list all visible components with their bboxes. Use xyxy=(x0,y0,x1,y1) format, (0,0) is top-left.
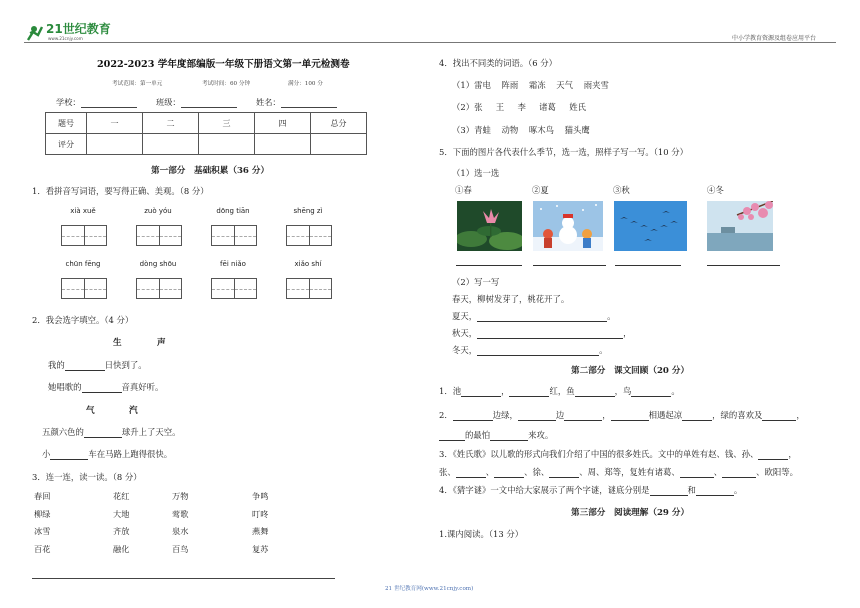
season-option: ②夏 xyxy=(532,185,549,195)
write-line: 夏天， 。 xyxy=(452,311,616,321)
svg-text:21世纪教育: 21世纪教育 xyxy=(46,22,111,36)
match-word[interactable]: 花红 xyxy=(113,491,130,501)
spring-blossom-image xyxy=(707,201,773,251)
write-blank[interactable] xyxy=(477,312,607,322)
match-word[interactable]: 融化 xyxy=(113,544,130,554)
write-line: 秋天， ， xyxy=(452,328,632,338)
pinyin: chūn fēng xyxy=(65,260,101,268)
recall-line: 1．池 ， 红，鱼 ，鸟 。 xyxy=(439,386,680,396)
recall-line: 的最怕 来攻。 xyxy=(439,429,553,441)
score-cell[interactable] xyxy=(255,134,311,155)
fill-blank[interactable] xyxy=(65,361,105,371)
recall-line: 张、 、 、徐、 、周、郑等，复姓有诸葛、 、 、欧阳等。 xyxy=(439,467,798,477)
part3-heading: 第三部分 阅读理解（29 分） xyxy=(571,508,690,518)
page-footer: 21 世纪教育网(www.21cnjy.com) xyxy=(385,586,474,592)
recall-line: 4．《猜字谜》一文中给大家展示了两个字谜，谜底分别是 和 。 xyxy=(439,485,743,495)
recall-line: 2． 边绿， 边 ， 相遇起凉 ，绿的喜欢及 ， xyxy=(439,410,805,420)
header-divider xyxy=(24,42,836,43)
writing-grid[interactable] xyxy=(211,225,257,246)
exam-scope: 考试范围：第一单元 xyxy=(112,81,163,87)
part2-heading: 第二部分 课文回顾（20 分） xyxy=(571,366,690,376)
match-word[interactable]: 冰雪 xyxy=(34,526,51,536)
char-option: 汽 xyxy=(129,406,138,416)
match-word[interactable]: 复苏 xyxy=(252,544,269,554)
write-line: 冬天， 。 xyxy=(452,345,608,355)
reading-q1: 1.课内阅读。（13 分） xyxy=(439,529,524,539)
q4-line: （3）青蛙 动物 啄木鸟 猫头鹰 xyxy=(452,125,590,135)
exam-time: 考试时间：60 分钟 xyxy=(202,81,251,87)
fill-blank[interactable] xyxy=(631,387,671,397)
q2-title: 2．我会选字填空。（4 分） xyxy=(32,315,134,325)
fill-sentence: 五颜六色的 球升上了天空。 xyxy=(42,427,181,437)
q4-title: 4．找出不同类的词语。（6 分） xyxy=(439,58,557,68)
match-word[interactable]: 齐放 xyxy=(113,526,130,536)
fill-blank[interactable] xyxy=(611,411,649,421)
season-option: ④冬 xyxy=(707,185,724,195)
score-header: 二 xyxy=(143,113,199,134)
score-cell[interactable] xyxy=(143,134,199,155)
match-word[interactable]: 春回 xyxy=(34,491,51,501)
fill-blank[interactable] xyxy=(758,450,788,460)
fill-sentence: 我的 日快到了。 xyxy=(48,360,147,370)
fill-blank[interactable] xyxy=(439,431,465,441)
fill-blank[interactable] xyxy=(461,387,501,397)
answer-line[interactable] xyxy=(533,265,606,266)
score-cell[interactable] xyxy=(311,134,367,155)
writing-grid[interactable] xyxy=(136,225,182,246)
match-word[interactable]: 大地 xyxy=(113,509,130,519)
fill-blank[interactable] xyxy=(50,450,88,460)
recall-line: 3．《姓氏歌》以儿歌的形式向我们介绍了中国的很多姓氏。文中的单姓有赵、钱、孙、 ， xyxy=(439,449,797,459)
writing-grid[interactable] xyxy=(61,278,107,299)
fill-blank[interactable] xyxy=(564,411,602,421)
match-word[interactable]: 万物 xyxy=(172,491,189,501)
fill-blank[interactable] xyxy=(494,468,524,478)
svg-text:www.21cnjy.com: www.21cnjy.com xyxy=(48,36,83,41)
fill-blank[interactable] xyxy=(82,383,122,393)
char-option: 生 xyxy=(113,338,122,348)
match-word[interactable]: 争鸣 xyxy=(252,491,269,501)
q3-title: 3．连一连，读一读。（8 分） xyxy=(32,472,142,482)
score-table xyxy=(45,112,367,155)
season-option: ①春 xyxy=(455,185,472,195)
page-bottom-rule xyxy=(32,578,335,579)
fill-blank[interactable] xyxy=(650,486,688,496)
match-word[interactable]: 柳绿 xyxy=(34,509,51,519)
pinyin: fēi niǎo xyxy=(220,260,246,268)
pinyin: dōng tiān xyxy=(216,207,250,215)
char-option: 气 xyxy=(86,406,95,416)
score-header: 四 xyxy=(255,113,311,134)
example-sentence: 春天，柳树发芽了，桃花开了。 xyxy=(452,294,570,304)
school-field[interactable]: 学校： xyxy=(56,97,137,108)
answer-line[interactable] xyxy=(456,265,522,266)
class-field[interactable]: 班级： xyxy=(156,97,237,108)
writing-grid[interactable] xyxy=(286,278,332,299)
fill-blank[interactable] xyxy=(696,486,734,496)
fill-sentence: 小 车在马路上跑得很快。 xyxy=(42,449,173,459)
fill-blank[interactable] xyxy=(456,468,486,478)
exam-title: 2022-2023 学年度部编版一年级下册语文第一单元检测卷 xyxy=(97,59,350,70)
match-word[interactable]: 泉水 xyxy=(172,526,189,536)
writing-grid[interactable] xyxy=(286,225,332,246)
fill-blank[interactable] xyxy=(490,431,528,441)
match-word[interactable]: 燕舞 xyxy=(252,526,269,536)
season-option: ③秋 xyxy=(613,185,630,195)
fill-blank[interactable] xyxy=(549,468,579,478)
pinyin: xià xuě xyxy=(70,207,96,215)
writing-grid[interactable] xyxy=(61,225,107,246)
pinyin: xiǎo shí xyxy=(294,260,322,268)
fill-blank[interactable] xyxy=(680,468,714,478)
writing-grid[interactable] xyxy=(211,278,257,299)
match-word[interactable]: 百花 xyxy=(34,544,51,554)
fill-sentence: 她唱歌的 音真好听。 xyxy=(48,382,164,392)
q4-line: （2）张 王 李 诸葛 姓氏 xyxy=(452,102,586,112)
fill-blank[interactable] xyxy=(575,387,615,397)
name-field[interactable]: 姓名： xyxy=(256,97,337,108)
summer-lotus-image xyxy=(457,201,522,251)
logo xyxy=(24,18,120,42)
part1-heading: 第一部分 基础积累（36 分） xyxy=(151,166,270,176)
answer-line[interactable] xyxy=(615,265,681,266)
write-blank[interactable] xyxy=(477,346,599,356)
fill-blank[interactable] xyxy=(518,411,556,421)
fill-blank[interactable] xyxy=(762,411,796,421)
q5-sub1: （1）选一选 xyxy=(452,168,500,178)
pinyin: shēng zì xyxy=(293,207,323,215)
answer-line[interactable] xyxy=(707,265,780,266)
fill-blank[interactable] xyxy=(682,411,712,421)
exam-total: 满分：100 分 xyxy=(288,81,323,87)
pinyin: dòng shōu xyxy=(139,260,177,268)
score-header: 总分 xyxy=(311,113,367,134)
score-cell[interactable] xyxy=(199,134,255,155)
pinyin: zuò yóu xyxy=(144,207,172,215)
score-header: 题号 xyxy=(46,113,87,134)
fill-blank[interactable] xyxy=(453,411,493,421)
q1-title: 1．看拼音写词语，要写得正确、美观。（8 分） xyxy=(32,186,209,196)
fill-blank[interactable] xyxy=(84,428,122,438)
q5-title: 5．下面的图片各代表什么季节，选一选，照样子写一写。（10 分） xyxy=(439,147,688,157)
write-blank[interactable] xyxy=(477,329,623,339)
score-cell[interactable] xyxy=(87,134,143,155)
autumn-geese-image xyxy=(614,201,687,251)
q5-sub2: （2）写一写 xyxy=(452,277,500,287)
match-word[interactable]: 叮咚 xyxy=(252,509,269,519)
score-row-label: 评分 xyxy=(46,134,87,155)
writing-grid[interactable] xyxy=(136,278,182,299)
q4-line: （1）雷电 阵雨 霜冻 天气 雨夹雪 xyxy=(452,80,609,90)
match-word[interactable]: 百鸟 xyxy=(172,544,189,554)
platform-label: 中小学教育资源及组卷应用平台 xyxy=(731,35,816,42)
winter-snowman-image xyxy=(533,201,603,251)
fill-blank[interactable] xyxy=(509,387,549,397)
char-option: 声 xyxy=(157,338,166,348)
score-header: 三 xyxy=(199,113,255,134)
score-header: 一 xyxy=(87,113,143,134)
fill-blank[interactable] xyxy=(722,468,756,478)
match-word[interactable]: 莺歌 xyxy=(172,509,189,519)
